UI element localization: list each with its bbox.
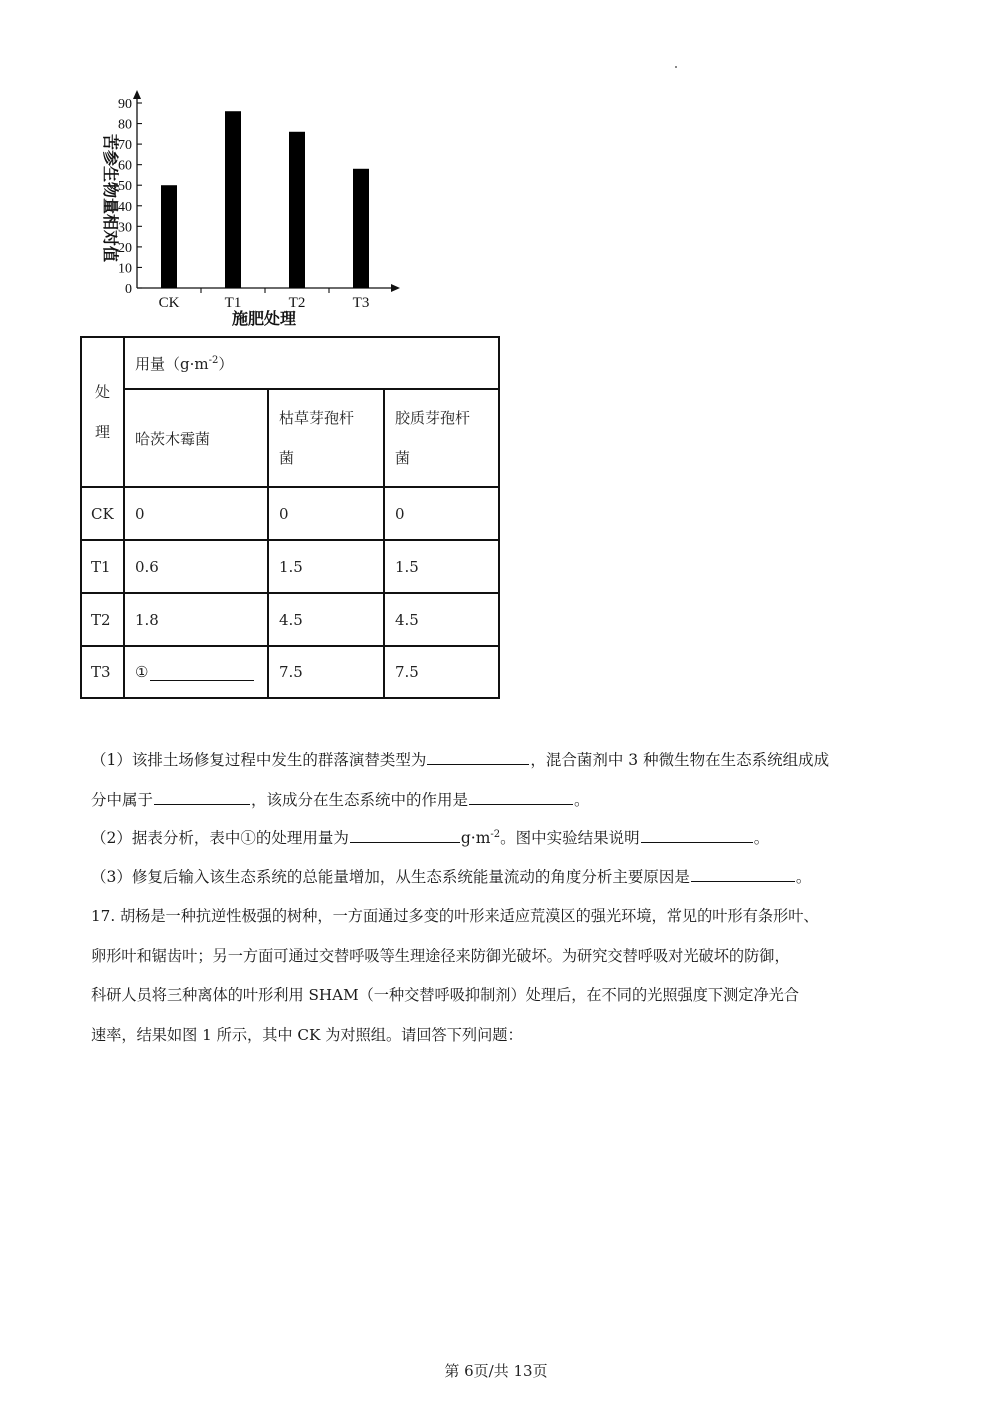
cell-value: 0 bbox=[268, 487, 384, 540]
question-17-line-4: 速率，结果如图 1 所示，其中 CK 为对照组。请回答下列问题： bbox=[91, 1026, 523, 1044]
row-label: T3 bbox=[81, 646, 124, 698]
cell-value: 7.5 bbox=[384, 646, 499, 698]
question-1-line-1 bbox=[91, 748, 829, 770]
col-header-2-line1: 枯草芽孢杆 bbox=[279, 409, 355, 427]
x-axis-arrow bbox=[391, 284, 400, 292]
answer-blank[interactable] bbox=[150, 664, 254, 681]
y-tick-label: 0 bbox=[125, 282, 132, 297]
col-header-3 bbox=[384, 389, 499, 487]
row-label: T2 bbox=[81, 593, 124, 646]
y-tick-label: 90 bbox=[118, 97, 132, 112]
question-2 bbox=[91, 826, 769, 848]
x-axis-label: 施肥处理 bbox=[231, 309, 297, 328]
cell-value: 1.5 bbox=[384, 540, 499, 593]
col-header-2-line2: 菌 bbox=[279, 449, 295, 467]
dose-table bbox=[80, 336, 500, 699]
cell-value: 0.6 bbox=[124, 540, 268, 593]
x-tick-label: T3 bbox=[352, 295, 370, 311]
y-tick-label: 30 bbox=[118, 220, 132, 236]
row-header-char-2: 理 bbox=[94, 423, 110, 441]
bar-chart bbox=[86, 84, 406, 334]
answer-blank[interactable] bbox=[350, 826, 460, 843]
q3-text-b: 。 bbox=[795, 868, 812, 886]
q1-text-b: ，混合菌剂中 3 种微生物在生态系统组成成 bbox=[530, 751, 830, 769]
q1-text-e: 。 bbox=[574, 791, 590, 809]
circled-one-marker: ① bbox=[135, 663, 149, 681]
cell-value: 4.5 bbox=[384, 593, 499, 646]
question-17-line-1: 17. 胡杨是一种抗逆性极强的树种，一方面通过多变的叶形来适应荒漠区的强光环境，常见的叶形有条形叶、 bbox=[91, 907, 819, 925]
y-tick-label: 10 bbox=[118, 261, 132, 277]
group-header-text: 用量（g·m bbox=[135, 354, 209, 373]
q2-text-b: 。图中实验结果说明 bbox=[500, 829, 640, 847]
y-tick-label: 80 bbox=[118, 117, 132, 133]
y-axis-label: 苦参生物量相对值 bbox=[101, 133, 120, 263]
col-header-2 bbox=[268, 389, 384, 487]
q2-text-c: 。 bbox=[753, 829, 770, 847]
q3-text-a: （3）修复后输入该生态系统的总能量增加，从生态系统能量流动的角度分析主要原因是 bbox=[91, 868, 690, 886]
bar-T1 bbox=[225, 111, 241, 288]
group-header bbox=[124, 337, 499, 389]
question-17-line-3: 科研人员将三种离体的叶形利用 SHAM（一种交替呼吸抑制剂）处理后，在不同的光照强度下测定净光合 bbox=[91, 986, 800, 1004]
answer-blank[interactable] bbox=[641, 826, 753, 843]
cell-value: 7.5 bbox=[268, 646, 384, 698]
bar-CK bbox=[161, 185, 177, 288]
x-tick-label: T2 bbox=[288, 295, 306, 311]
answer-blank[interactable] bbox=[427, 748, 529, 765]
row-header-char-1: 处 bbox=[94, 383, 110, 401]
row-header-cell bbox=[81, 337, 124, 487]
q2-unit-sup: -2 bbox=[490, 828, 501, 840]
q1-text-a: （1）该排土场修复过程中发生的群落演替类型为 bbox=[91, 751, 427, 769]
bar-T2 bbox=[289, 132, 305, 288]
cell-value: 0 bbox=[384, 487, 499, 540]
row-label: T1 bbox=[81, 540, 124, 593]
y-tick-label: 20 bbox=[118, 240, 132, 256]
table-row bbox=[81, 540, 499, 593]
q2-text-a: （2）据表分析，表中①的处理用量为 bbox=[91, 829, 349, 847]
q1-text-c: 分中属于 bbox=[91, 791, 154, 809]
x-tick-label: CK bbox=[158, 295, 180, 311]
group-header-end: ） bbox=[218, 354, 234, 373]
cell-value: 4.5 bbox=[268, 593, 384, 646]
y-tick-label: 60 bbox=[118, 158, 132, 174]
bar-chart-svg bbox=[86, 84, 406, 334]
y-tick-label: 40 bbox=[118, 199, 132, 215]
bar-T3 bbox=[353, 169, 369, 288]
speck bbox=[675, 66, 677, 68]
group-header-sup: -2 bbox=[208, 354, 219, 366]
page-number: 第 6页/共 13页 bbox=[444, 1362, 548, 1380]
col-header-3-line2: 菌 bbox=[395, 449, 411, 467]
y-tick-label: 50 bbox=[118, 179, 132, 195]
cell-value: 1.8 bbox=[124, 593, 268, 646]
q2-unit: g·m bbox=[460, 829, 491, 847]
answer-blank[interactable] bbox=[691, 865, 795, 882]
question-17-line-2: 卵形叶和锯齿叶；另一方面可通过交替呼吸等生理途径来防御光破坏。为研究交替呼吸对光破坏的防御， bbox=[91, 947, 790, 965]
table-row bbox=[81, 487, 499, 540]
col-header-1-text: 哈茨木霉菌 bbox=[135, 429, 211, 448]
answer-blank[interactable] bbox=[469, 788, 573, 805]
cell-value: 1.5 bbox=[268, 540, 384, 593]
row-label: CK bbox=[81, 487, 124, 540]
question-3 bbox=[91, 865, 811, 887]
col-header-3-line1: 胶质芽孢杆 bbox=[395, 409, 471, 427]
answer-blank-cell[interactable] bbox=[124, 646, 268, 698]
question-1-line-2 bbox=[91, 788, 590, 810]
x-tick-label: T1 bbox=[224, 295, 242, 311]
table-row bbox=[81, 593, 499, 646]
y-tick-label: 70 bbox=[118, 138, 132, 154]
table-row bbox=[81, 646, 499, 698]
y-axis-arrow bbox=[133, 90, 141, 99]
q1-text-d: ，该成分在生态系统中的作用是 bbox=[251, 791, 469, 809]
cell-value: 0 bbox=[124, 487, 268, 540]
col-header-1 bbox=[124, 389, 268, 487]
answer-blank[interactable] bbox=[154, 788, 250, 805]
